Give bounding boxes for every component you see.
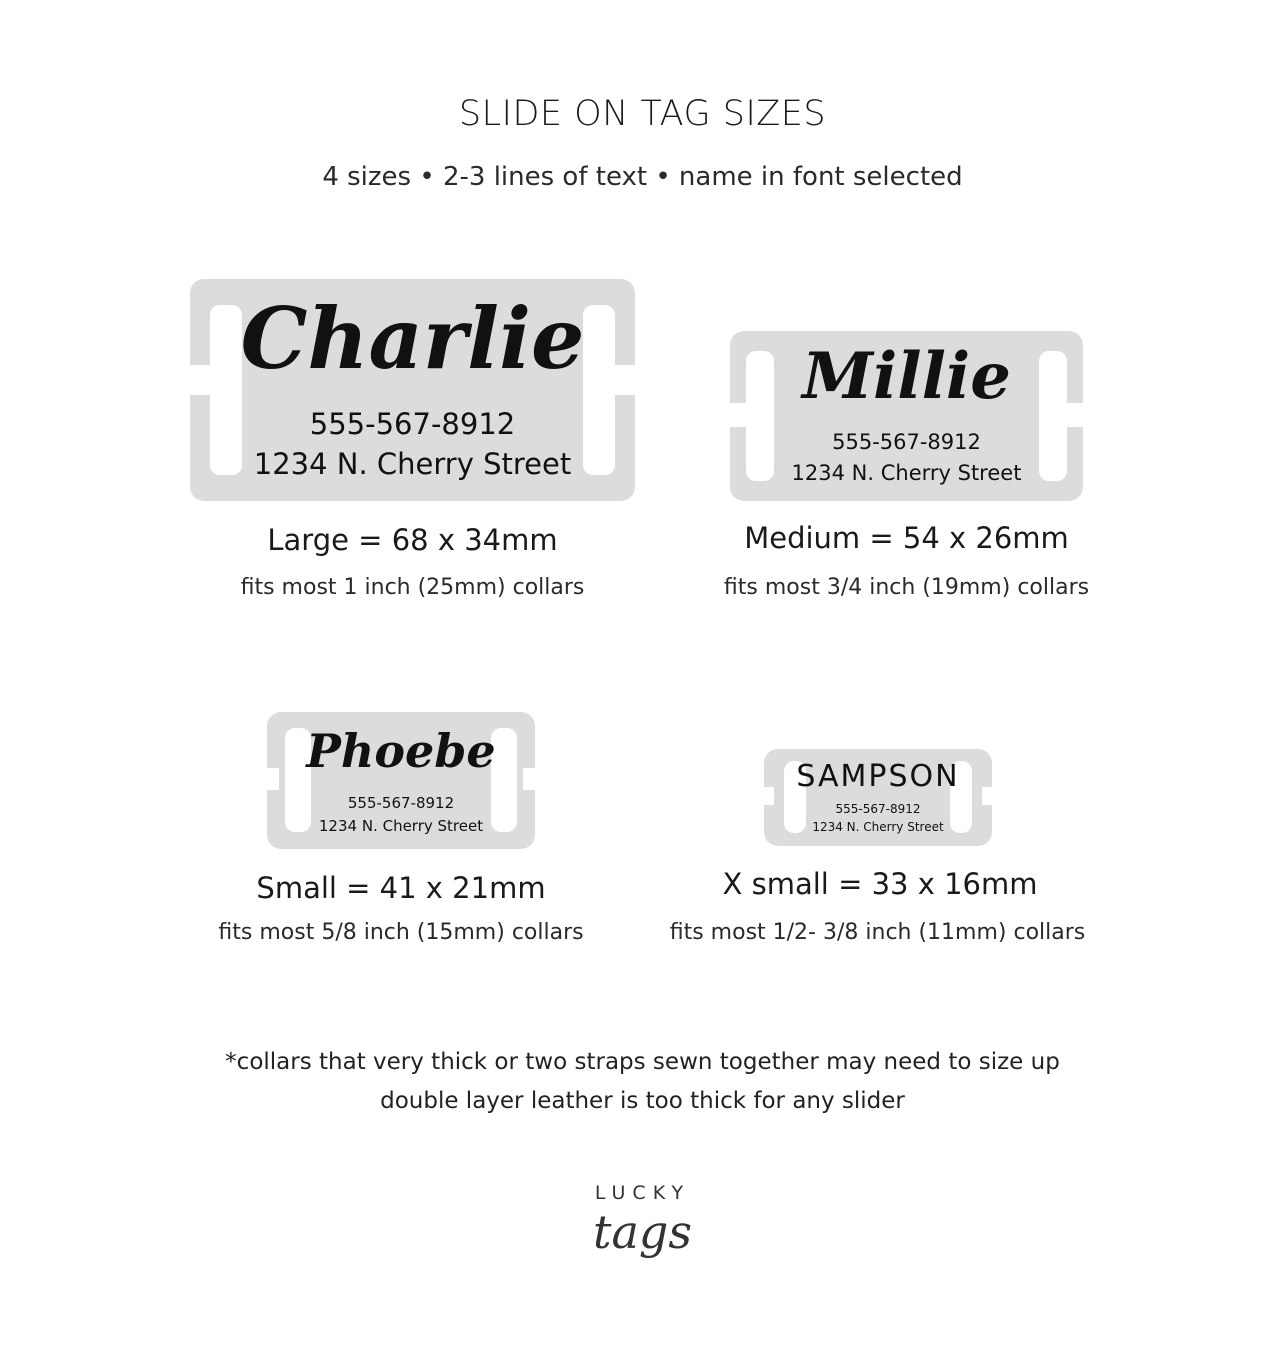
tag-address: 1234 N. Cherry Street [253,447,572,481]
logo-lucky-text: LUCKY [594,1182,691,1204]
tag-x-small [764,749,992,846]
tag-phone: 555-567-8912 [309,407,516,441]
fit-label-small: fits most 5/8 inch (15mm) collars [218,920,584,945]
fit-label-large: fits most 1 inch (25mm) collars [240,575,585,600]
tag-phone: 555-567-8912 [832,430,981,454]
tag-pet-name: SAMPSON [796,759,960,794]
tag-pet-name: Millie [802,339,1011,414]
tag-phone: 555-567-8912 [835,802,921,816]
tag-pet-name: Phoebe [306,724,496,778]
fit-label-x-small: fits most 1/2- 3/8 inch (11mm) collars [669,920,1086,945]
tag-address: 1234 N. Cherry Street [812,820,944,834]
tag-medium [730,331,1083,501]
fit-label-medium: fits most 3/4 inch (19mm) collars [723,575,1090,600]
logo-tags-text: tags [593,1205,692,1259]
size-label-x-small: X small = 33 x 16mm [722,867,1038,901]
note-line-1: *collars that very thick or two straps sewn together may need to size up [225,1049,1060,1075]
tag-phone: 555-567-8912 [347,794,455,812]
size-label-large: Large = 68 x 34mm [267,523,558,557]
tag-address: 1234 N. Cherry Street [791,461,1022,485]
tag-address: 1234 N. Cherry Street [318,817,484,835]
tag-small [267,712,535,849]
size-label-small: Small = 41 x 21mm [256,871,546,905]
note-line-2: double layer leather is too thick for any slider [380,1088,905,1114]
tag-large [190,279,635,501]
page-title: SLIDE ON TAG SIZES [458,94,827,134]
page-subtitle: 4 sizes • 2-3 lines of text • name in font selected [322,162,963,192]
tag-pet-name: Charlie [240,289,585,388]
size-label-medium: Medium = 54 x 26mm [744,521,1069,555]
